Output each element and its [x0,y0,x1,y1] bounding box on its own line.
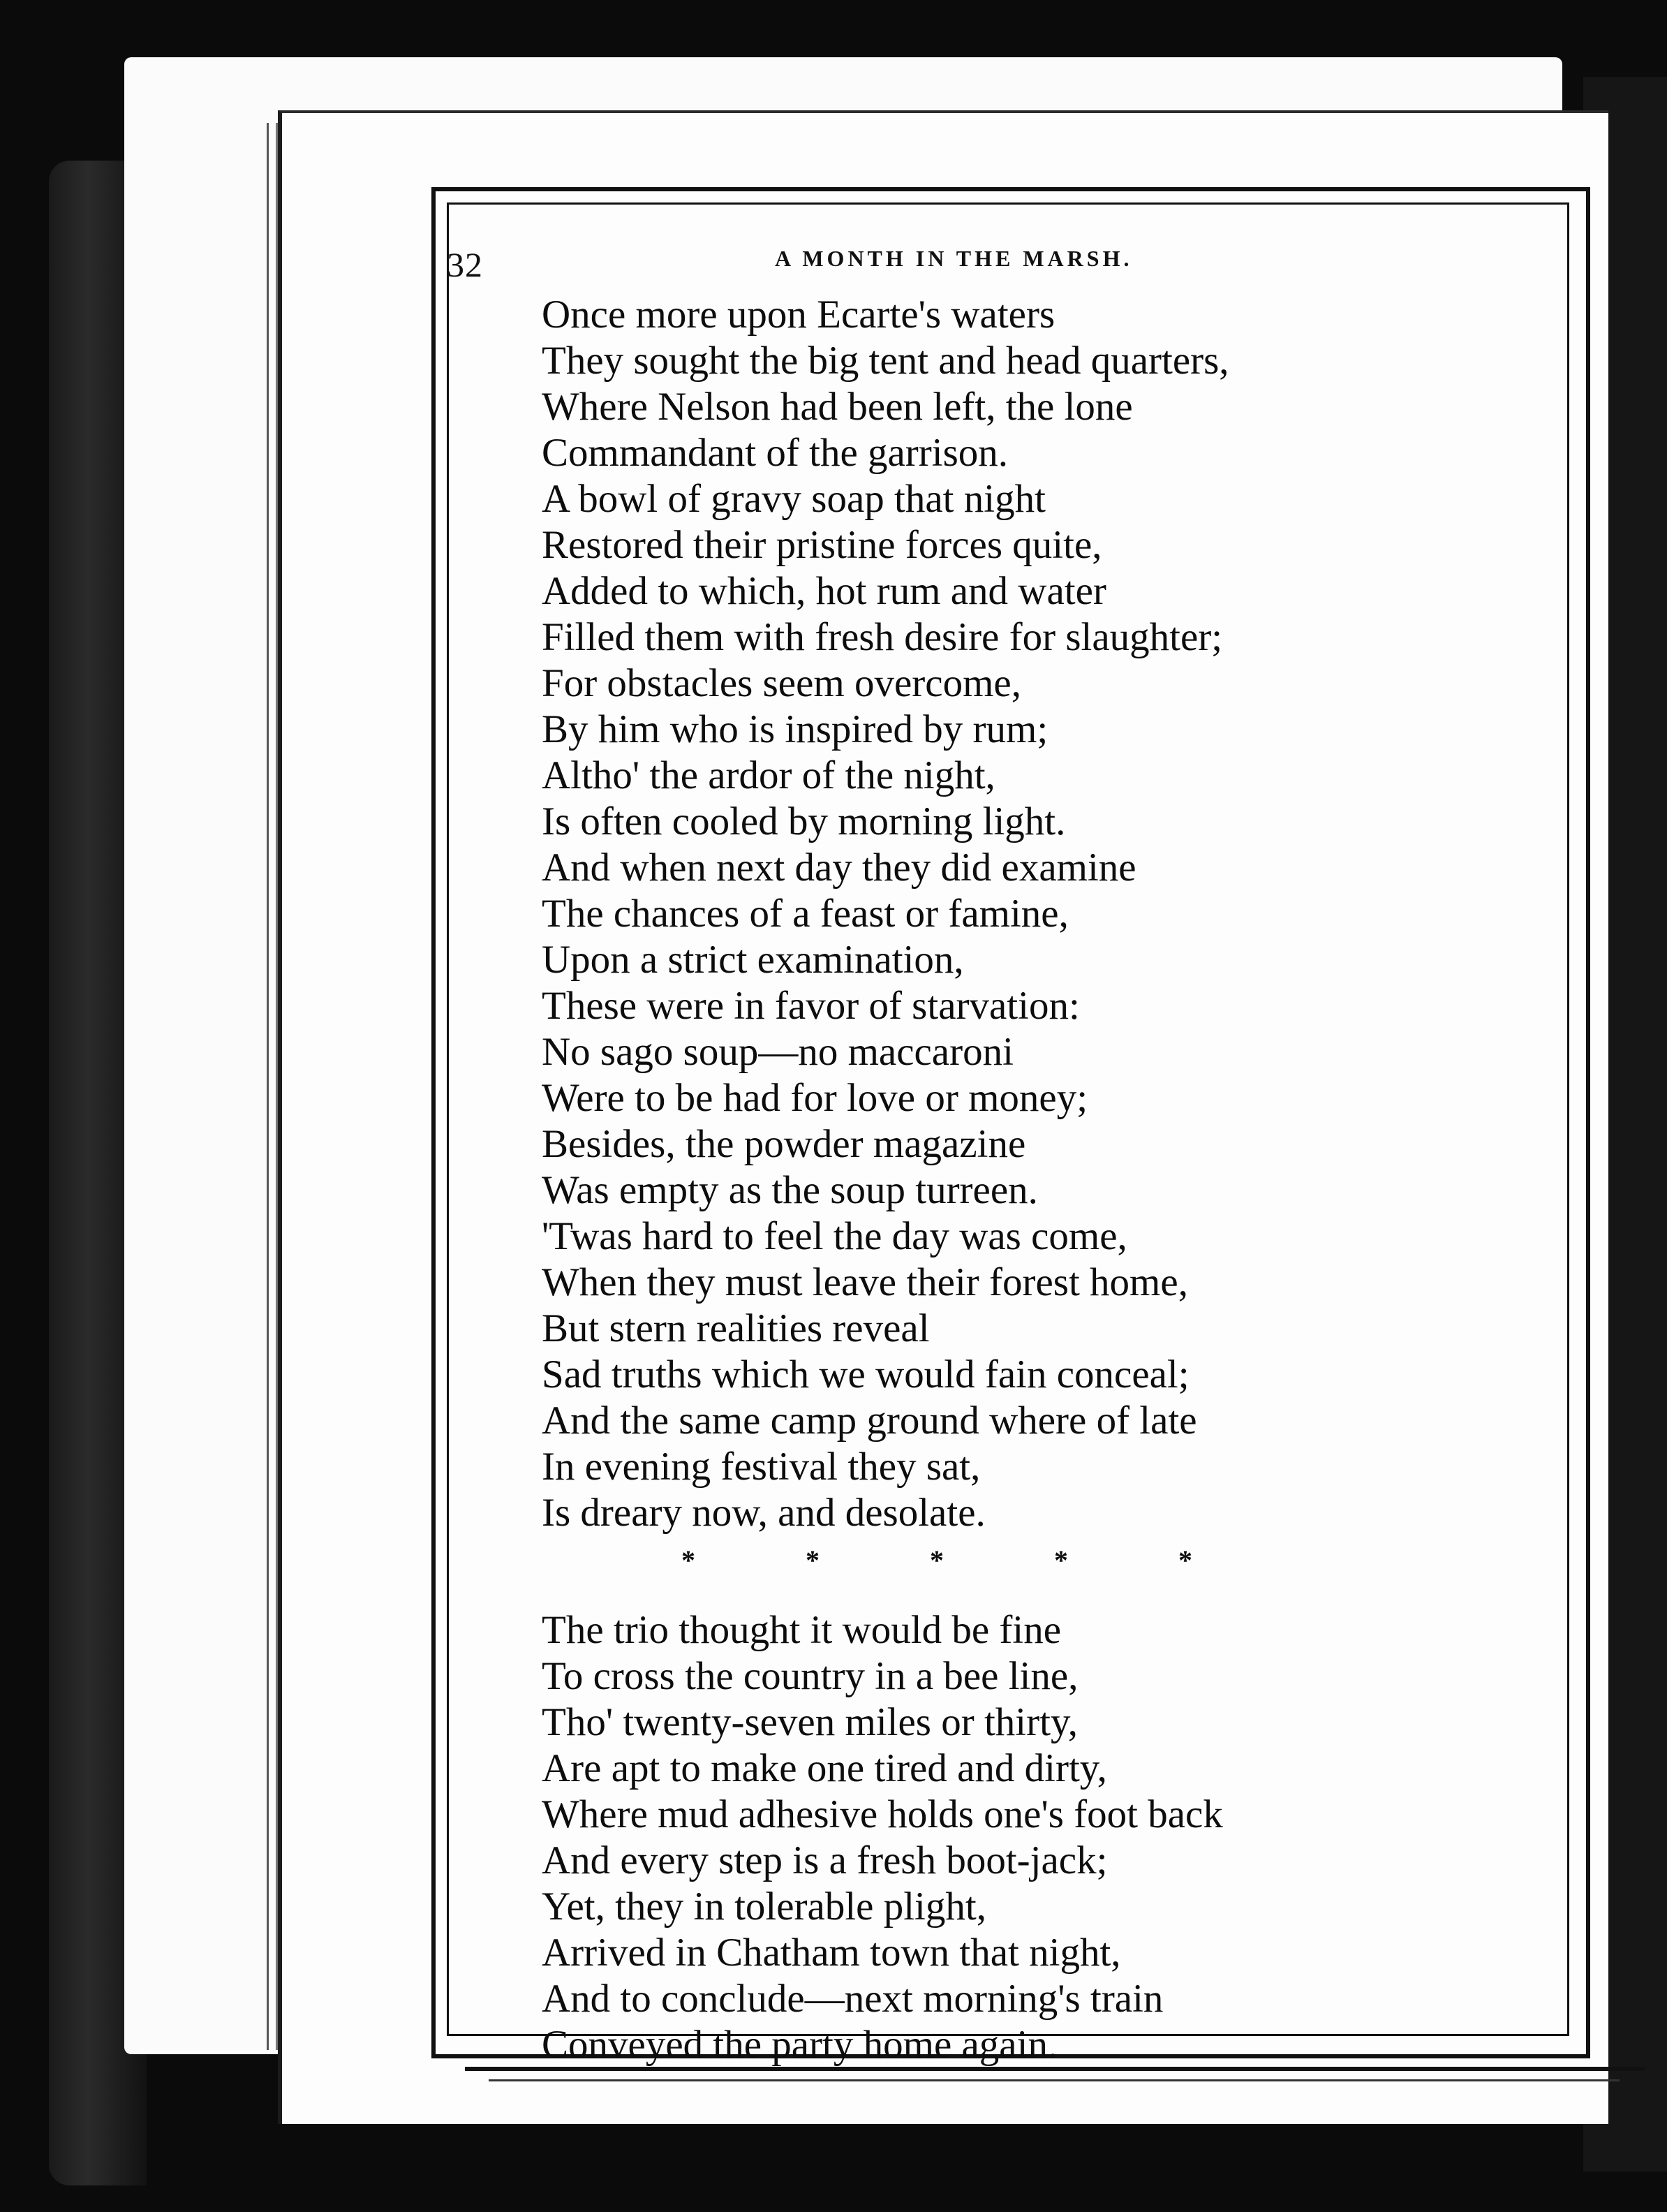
poem-line: The trio thought it would be fine [542,1608,1062,1652]
stanza-1 [542,292,1547,1536]
poem-line: Is dreary now, and desolate. [542,1491,986,1535]
stanza-gap [542,1585,1547,1607]
poem-line: Besides, the powder magazine [542,1122,1026,1166]
poem-line: Arrived in Chatham town that night, [542,1931,1121,1975]
poem-line: For obstacles seem overcome, [542,661,1021,705]
poem-line: Altho' the ardor of the night, [542,753,995,797]
running-head: A MONTH IN THE MARSH. [775,246,1133,271]
poem-line: To cross the country in a bee line, [542,1654,1079,1698]
poem-line: Are apt to make one tired and dirty, [542,1746,1107,1790]
poem-line: And the same camp ground where of late [542,1399,1197,1443]
poem-line: Yet, they in tolerable plight, [542,1885,986,1929]
poem-line: Added to which, hot rum and water [542,569,1106,613]
poem-line: A bowl of gravy soap that night [542,477,1046,521]
page-stack-edge [267,123,278,2050]
poem-line: Where Nelson had been left, the lone [542,385,1133,429]
poem-line: By him who is inspired by rum; [542,707,1049,751]
section-separator [542,1536,1547,1585]
poem-line: Sad truths which we would fain conceal; [542,1352,1190,1396]
bottom-rule-thin [489,2079,1620,2081]
page-number: 32 [447,245,483,284]
poem-line: 'Twas hard to feel the day was come, [542,1214,1127,1258]
poem-line: No sago soup—no maccaroni [542,1030,1014,1074]
poem-line: But stern realities reveal [542,1306,930,1350]
poem-line: These were in favor of starvation: [542,984,1080,1028]
poem-line: Filled them with fresh desire for slaughter; [542,615,1223,659]
poem-line: In evening festival they sat, [542,1445,981,1489]
poem-line: Once more upon Ecarte's waters [542,293,1055,337]
poem-line: They sought the big tent and head quarters, [542,339,1229,383]
poem-line: Was empty as the soup turreen. [542,1168,1038,1212]
separator-star: * [1054,1544,1068,1576]
poem-line: The chances of a feast or famine, [542,892,1069,936]
poem-line: Commandant of the garrison. [542,431,1009,475]
poem-line: Is often cooled by morning light. [542,799,1066,843]
poem-line: When they must leave their forest home, [542,1260,1188,1304]
poem-line: Where mud adhesive holds one's foot back [542,1792,1223,1836]
separator-star: * [930,1544,944,1576]
poem-line: Upon a strict examination, [542,938,964,982]
poem-line: Were to be had for love or money; [542,1076,1088,1120]
poem-line: And every step is a fresh boot-jack; [542,1838,1108,1882]
stanza-2 [542,1607,1547,2068]
poem-line: And to conclude—next morning's train [542,1977,1164,2021]
poem-text [542,292,1547,2068]
poem-line: Restored their pristine forces quite, [542,523,1102,567]
separator-star: * [1178,1544,1192,1576]
separator-star: * [806,1544,820,1576]
poem-line: Tho' twenty-seven miles or thirty, [542,1700,1078,1744]
separator-star: * [681,1544,695,1576]
poem-line: And when next day they did examine [542,846,1136,890]
poem-line: Conveyed the party home again. [542,2023,1058,2067]
